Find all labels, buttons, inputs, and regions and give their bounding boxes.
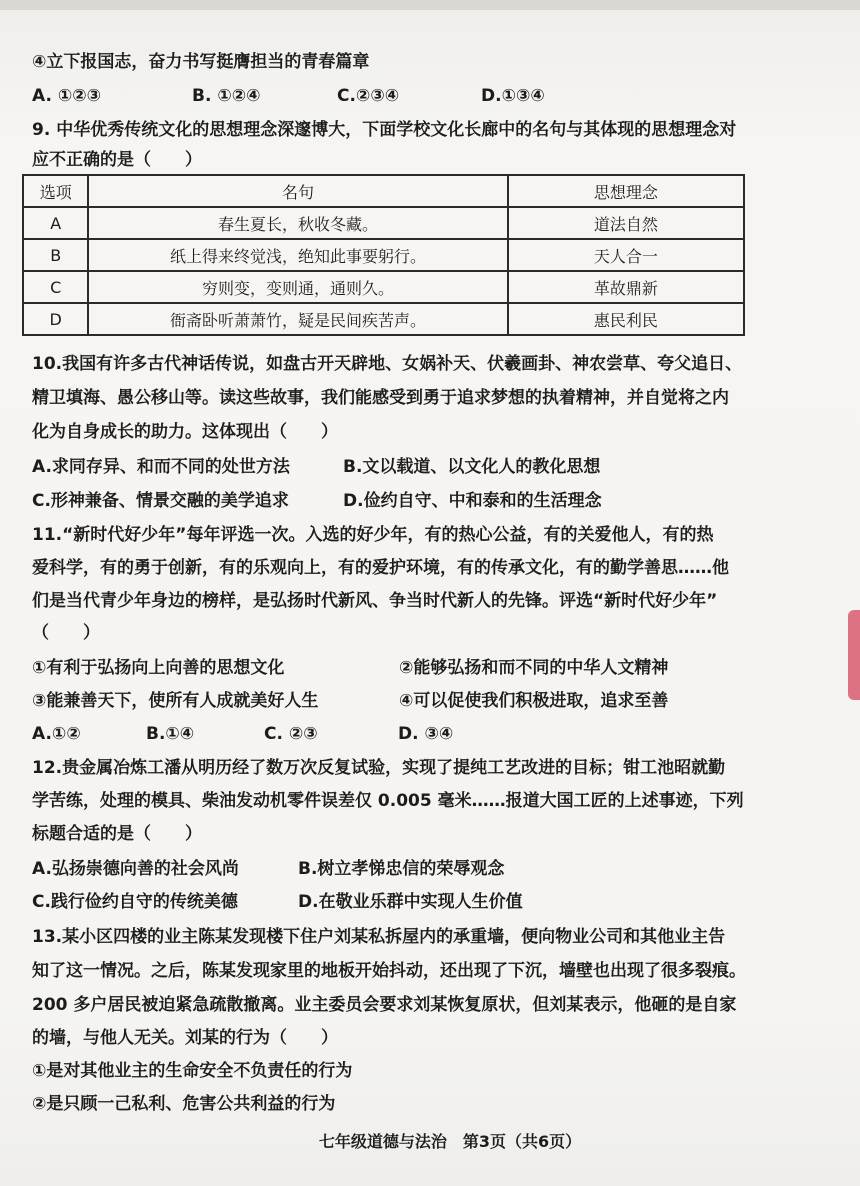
q11-line1: 11.“新时代好少年”每年评选一次。入选的好少年，有的热心公益，有的关爱他人，有的热 [32, 525, 714, 545]
table-row [23, 303, 744, 335]
q12-line3: 标题合适的是（ ） [32, 824, 202, 844]
q10-line2: 精卫填海、愚公移山等。读这些故事，我们能感受到勇于追求梦想的执着精神，并自觉将之内 [32, 388, 729, 408]
row-idea: 天人合一 [508, 239, 744, 271]
q10-option-a: A.求同存异、和而不同的处世方法 [32, 457, 290, 477]
q12-option-a: A.弘扬崇德向善的社会风尚 [32, 859, 239, 879]
q10-options-row1 [32, 455, 842, 479]
header-quote: 名句 [88, 175, 507, 207]
q11-option-a: A.①② [32, 724, 81, 744]
q11-item3: ③能兼善天下，使所有人成就美好人生 [32, 691, 319, 711]
row-quote: 衙斋卧听萧萧竹，疑是民间疾苦声。 [88, 303, 507, 335]
page-edge-mark [848, 610, 860, 700]
q8-option-d: D.①③④ [481, 86, 545, 106]
table-row [23, 239, 744, 271]
q8-options [32, 84, 842, 108]
q8-option-b: B. ①②④ [192, 86, 261, 106]
q12-line2: 学苦练，处理的模具、柴油发动机零件误差仅 0.005 毫米……报道大国工匠的上述事迹，下列 [32, 791, 744, 811]
q9-table-header [23, 175, 744, 207]
q11-item2: ②能够弘扬和而不同的中华人文精神 [399, 658, 669, 678]
q9-table [22, 174, 745, 336]
q10-option-c: C.形神兼备、情景交融的美学追求 [32, 491, 289, 511]
q10-options-row2 [32, 489, 842, 513]
scan-top-edge [0, 0, 860, 10]
header-option: 选项 [23, 175, 88, 207]
q13-item2: ②是只顾一己私利、危害公共利益的行为 [32, 1094, 336, 1114]
row-quote: 穷则变，变则通，通则久。 [88, 271, 507, 303]
row-idea: 惠民利民 [508, 303, 744, 335]
q12-options-row2 [32, 890, 842, 914]
row-idea: 革故鼎新 [508, 271, 744, 303]
q13-item1: ①是对其他业主的生命安全不负责任的行为 [32, 1061, 353, 1081]
q13-line1: 13.某小区四楼的业主陈某发现楼下住户刘某私拆屋内的承重墙，便向物业公司和其他业主告 [32, 927, 726, 947]
row-idea: 道法自然 [508, 207, 744, 239]
q13-line3: 200 多户居民被迫紧急疏散撤离。业主委员会要求刘某恢复原状，但刘某表示，他砸的是自家 [32, 995, 737, 1015]
row-key: B [23, 239, 88, 271]
q11-item1: ①有利于弘扬向上向善的思想文化 [32, 658, 285, 678]
q8-option-c: C.②③④ [337, 86, 400, 106]
q10-option-d: D.俭约自守、中和泰和的生活理念 [343, 491, 602, 511]
q11-options [32, 722, 842, 746]
q12-option-b: B.树立孝悌忠信的荣辱观念 [298, 859, 505, 879]
table-row [23, 207, 744, 239]
q8-option-a: A. ①②③ [32, 86, 102, 106]
q10-option-b: B.文以载道、以文化人的教化思想 [343, 457, 601, 477]
q11-item4: ④可以促使我们积极进取，追求至善 [399, 691, 669, 711]
q11-line2: 爱科学，有的勇于创新，有的乐观向上，有的爱护环境，有的传承文化，有的勤学善思……他 [32, 558, 729, 578]
q9-stem-line1: 9. 中华优秀传统文化的思想理念深邃博大，下面学校文化长廊中的名句与其体现的思想理念对 [32, 120, 737, 140]
page-footer: 七年级道德与法治 第3页（共6页） [318, 1132, 582, 1151]
q10-line1: 10.我国有许多古代神话传说，如盘古开天辟地、女娲补天、伏羲画卦、神农尝草、夸父追日、 [32, 354, 743, 374]
header-idea: 思想理念 [508, 175, 744, 207]
q9-stem-line2: 应不正确的是（ ） [32, 150, 202, 170]
q12-option-c: C.践行俭约自守的传统美德 [32, 892, 238, 912]
row-key: A [23, 207, 88, 239]
q11-option-b: B.①④ [146, 724, 195, 744]
q12-line1: 12.贵金属冶炼工潘从明历经了数万次反复试验，实现了提纯工艺改进的目标；钳工池昭就勤 [32, 758, 726, 778]
q11-items-row2 [32, 689, 842, 713]
q11-items-row1 [32, 656, 842, 680]
row-key: C [23, 271, 88, 303]
row-key: D [23, 303, 88, 335]
row-quote: 春生夏长，秋收冬藏。 [88, 207, 507, 239]
table-row [23, 271, 744, 303]
row-quote: 纸上得来终觉浅，绝知此事要躬行。 [88, 239, 507, 271]
q11-option-c: C. ②③ [264, 724, 318, 744]
q13-line4: 的墙，与他人无关。刘某的行为（ ） [32, 1028, 338, 1048]
q11-option-d: D. ③④ [398, 724, 454, 744]
q12-option-d: D.在敬业乐群中实现人生价值 [298, 892, 523, 912]
q12-options-row1 [32, 857, 842, 881]
q13-line2: 知了这一情况。之后，陈某发现家里的地板开始抖动，还出现了下沉，墙壁也出现了很多裂痕。 [32, 961, 746, 981]
q10-line3: 化为自身成长的助力。这体现出（ ） [32, 422, 338, 442]
q11-line4: （ ） [32, 623, 100, 643]
q8-item4: ④立下报国志，奋力书写挺膺担当的青春篇章 [32, 52, 370, 72]
q11-line3: 们是当代青少年身边的榜样，是弘扬时代新风、争当时代新人的先锋。评选“新时代好少年” [32, 591, 718, 611]
